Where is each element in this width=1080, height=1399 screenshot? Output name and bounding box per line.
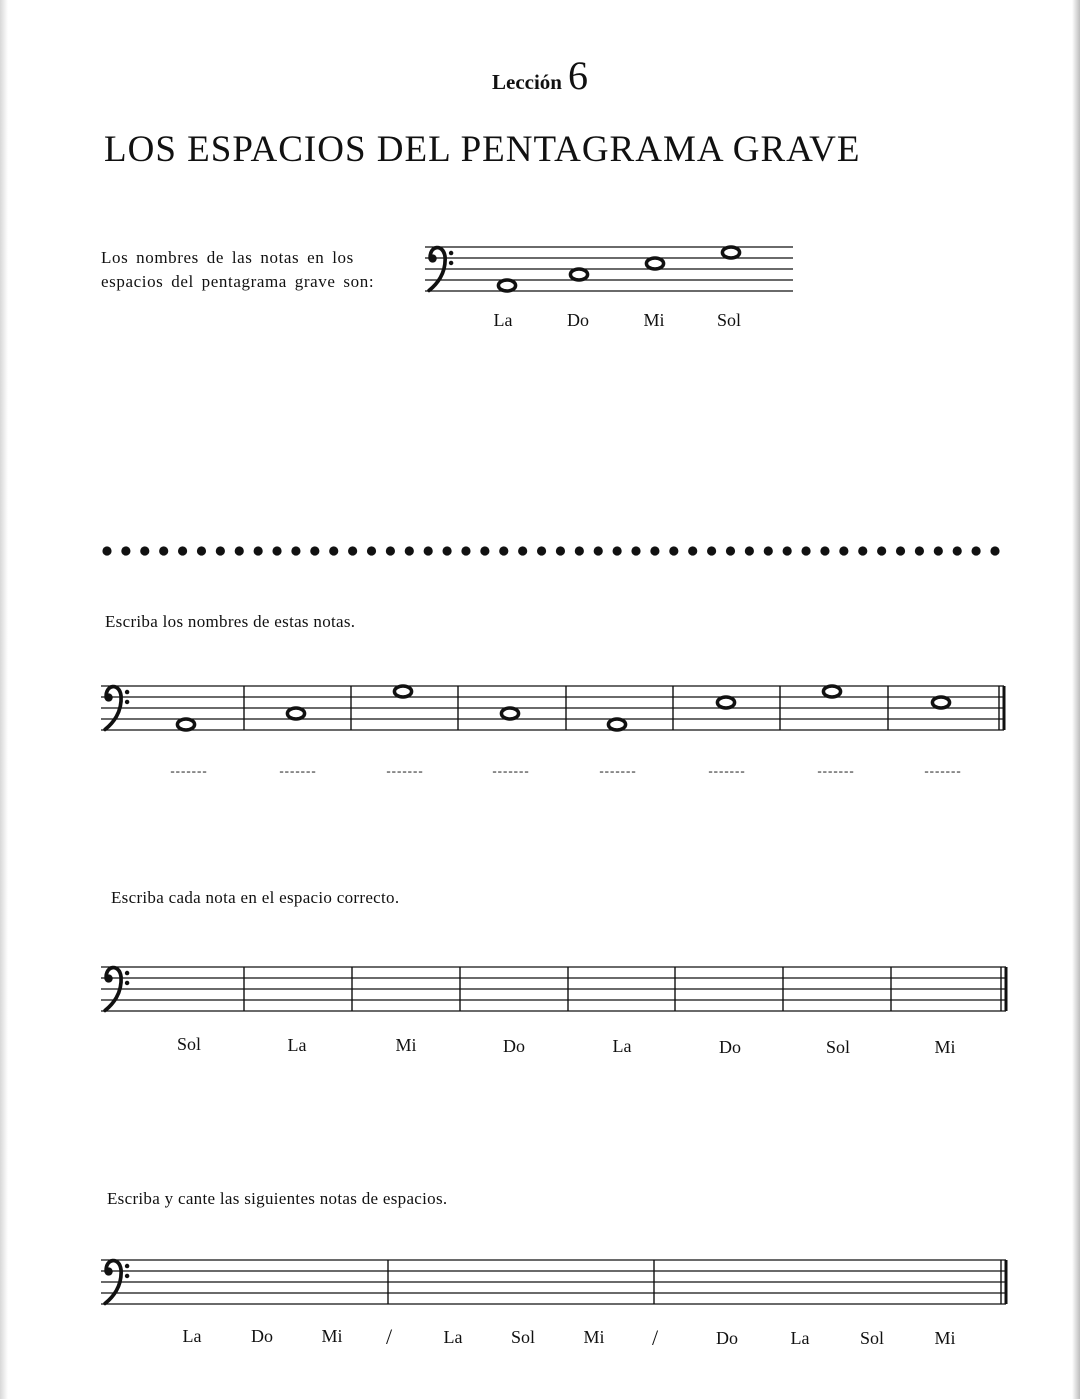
exercise-2-label: Sol [825,1037,851,1057]
exercise-3-label: Mi [934,1328,956,1348]
intro-text-line-1: Los nombres de las notas en los [101,248,354,267]
exercise-2-label: Do [719,1037,741,1057]
exercise-1-instruction: Escriba los nombres de estas notas. [105,612,356,631]
exercise-2-label: La [612,1036,632,1056]
intro-note-label: La [493,310,513,330]
exercise-2-label: La [287,1035,307,1055]
intro-note-label: Sol [716,310,742,330]
exercise-2-instruction: Escriba cada nota en el espacio correcto. [111,888,400,907]
answer-blank[interactable]: ------- [279,763,317,778]
answer-blank[interactable]: ------- [599,763,637,778]
answer-blank[interactable]: ------- [386,763,424,778]
exercise-3-instruction: Escriba y cante las siguientes notas de espacios. [107,1189,448,1208]
lesson-number: 6 [567,53,588,98]
exercise-3-label: Mi [583,1327,605,1347]
answer-blank[interactable]: ------- [708,763,746,778]
exercise-2-label: Mi [395,1035,417,1055]
lesson-label: Lección [492,70,562,94]
exercise-3-label: La [182,1326,202,1346]
intro-text-line-2: espacios del pentagrama grave son: [101,272,375,291]
answer-blank[interactable]: ------- [170,763,208,778]
exercise-3-label: Sol [859,1328,885,1348]
exercise-3-label: Sol [510,1327,536,1347]
exercise-3-label: Do [251,1326,273,1346]
answer-blank[interactable]: ------- [817,763,855,778]
exercise-2-label: Do [503,1036,525,1056]
answer-blank[interactable]: ------- [492,763,530,778]
intro-note-label: Mi [643,310,665,330]
exercise-3-label: Do [716,1328,738,1348]
exercise-2-label: Sol [176,1034,202,1054]
page-title: LOS ESPACIOS DEL PENTAGRAMA GRAVE [104,129,861,170]
exercise-3-label: La [443,1327,463,1347]
answer-blank[interactable]: ------- [924,763,962,778]
measure-separator: / [385,1324,393,1349]
intro-note-label: Do [567,310,589,330]
exercise-2-label: Mi [934,1037,956,1057]
exercise-3-label: La [790,1328,810,1348]
exercise-3-label: Mi [321,1326,343,1346]
measure-separator: / [651,1325,659,1350]
